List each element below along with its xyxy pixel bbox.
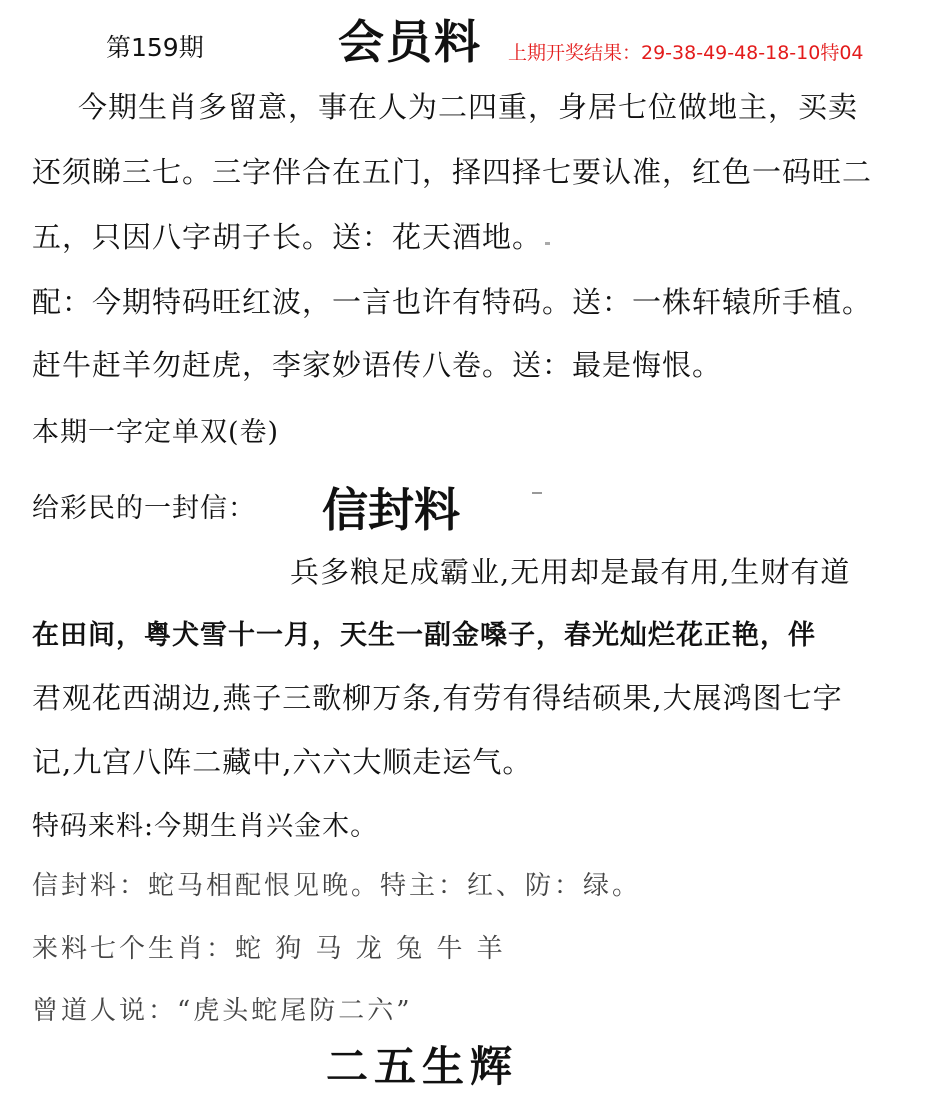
paragraph-line: 五，只因八字胡子长。送：花天酒地。 bbox=[32, 220, 543, 254]
seven-zodiacs: 来料七个生肖：蛇 狗 马 龙 兔 牛 羊 bbox=[32, 934, 506, 964]
single-double-hint: 本期一字定单双(卷) bbox=[32, 417, 280, 448]
envelope-note: 信封料：蛇马相配恨见晚。特主：红、防：绿。 bbox=[32, 871, 642, 901]
letter-line: 兵多粮足成霸业,无用却是最有用,生财有道 bbox=[290, 555, 851, 589]
letter-intro: 给彩民的一封信： bbox=[32, 493, 256, 524]
scan-speck bbox=[545, 242, 550, 245]
master-saying: 曾道人说：“虎头蛇尾防二六” bbox=[32, 996, 413, 1026]
letter-line: 在田间，粤犬雪十一月，天生一副金嗓子，春光灿烂花正艳，伴 bbox=[32, 620, 816, 651]
issue-number: 第159期 bbox=[106, 33, 204, 62]
paragraph-line: 赶牛赶羊勿赶虎，李家妙语传八卷。送：最是悔恨。 bbox=[32, 348, 723, 382]
letter-line: 记,九宫八阵二藏中,六六大顺走运气。 bbox=[32, 745, 533, 779]
special-code-source: 特码来料:今期生肖兴金木。 bbox=[32, 811, 379, 842]
letter-line: 君观花西湖边,燕子三歌柳万条,有劳有得结硕果,大展鸿图七字 bbox=[32, 681, 843, 715]
footer-title: 二五生辉 bbox=[326, 1042, 519, 1091]
paragraph-line: 配：今期特码旺红波，一言也许有特码。送：一株轩辕所手植。 bbox=[32, 285, 873, 319]
letter-title: 信封料 bbox=[322, 483, 460, 537]
paragraph-line: 还须睇三七。三字伴合在五门，择四择七要认准，红色一码旺二 bbox=[32, 155, 873, 189]
scan-mark bbox=[532, 492, 542, 494]
paragraph-line: 今期生肖多留意，事在人为二四重，身居七位做地主，买卖 bbox=[78, 90, 859, 124]
page-title: 会员料 bbox=[338, 15, 482, 69]
last-draw-result: 上期开奖结果：29-38-49-48-18-10特04 bbox=[508, 42, 864, 64]
